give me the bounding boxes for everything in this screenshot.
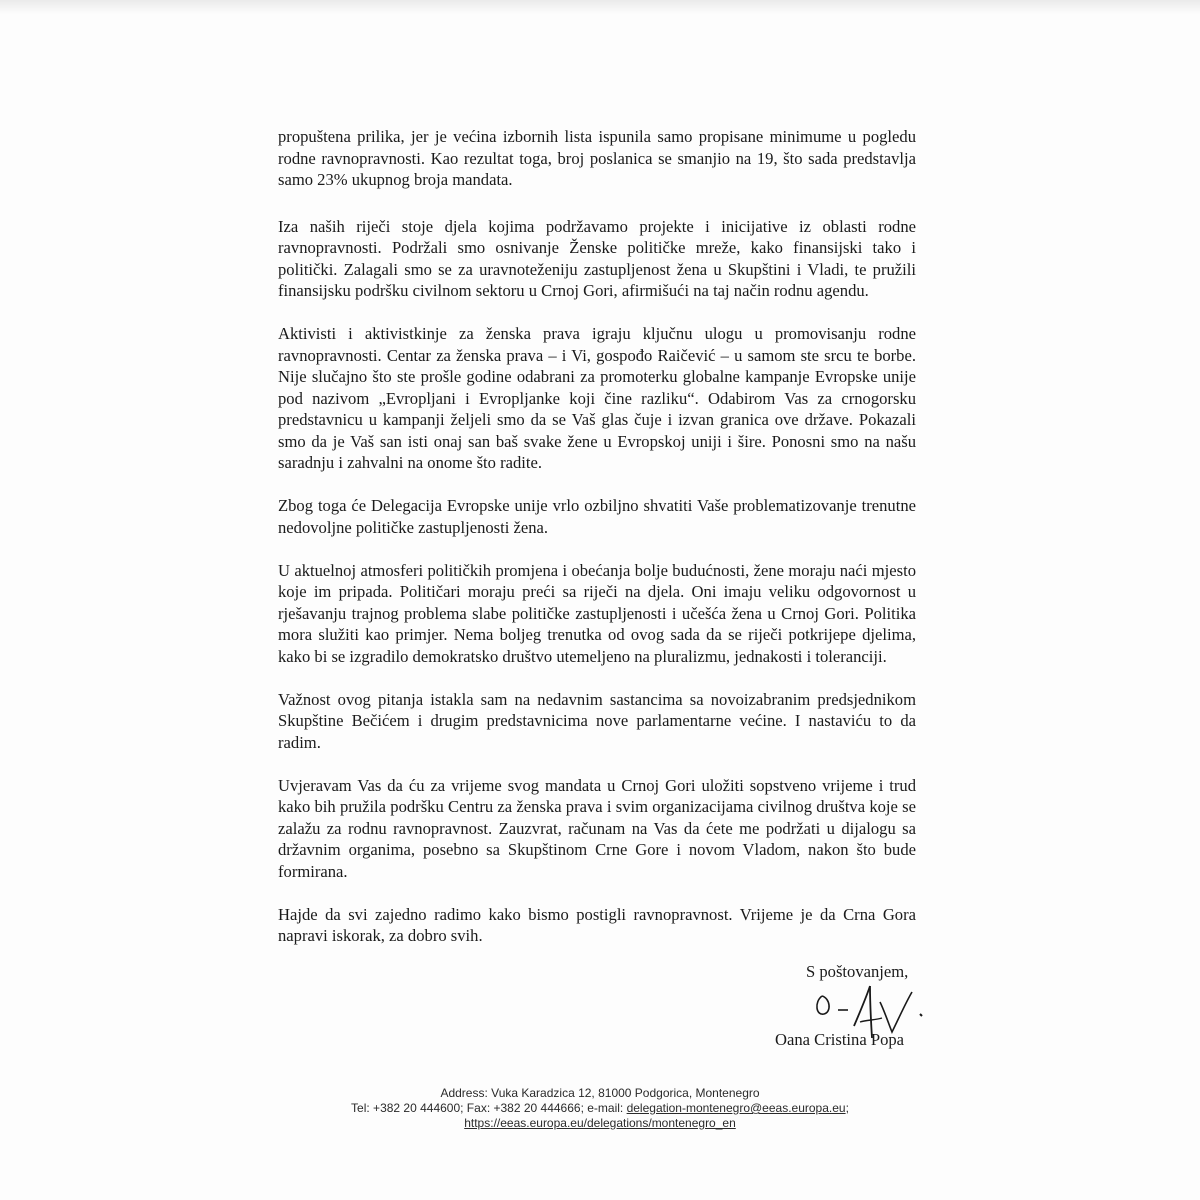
paragraph-5: U aktuelnoj atmosferi političkih promjena i obećanja bolje budućnosti, žene moraju naći mjesto koje im pripada. Političari moraju preći sa riječi na djela. Oni imaju veliku odgovornost u rješavanju trajnog problema slabe političke zastupljenosti i učešća žena u Crnoj Gori. Politika mora služiti kao primjer. Nema boljeg trenutka od ovog sada da se riječi potkrijepe djelima, kako bi se izgradilo demokratsko društvo utemeljeno na pluralizmu, jednakosti i toleranciji.	[278, 560, 916, 666]
paragraph-3: Aktivisti i aktivistkinje za ženska prava igraju ključnu ulogu u promovisanju rodne ravnopravnosti. Centar za ženska prava – i Vi, gospođo Raičević – u samom ste srcu te borbe. Nije slučajno što ste prošle godine odabrani za promoterku globalne kampanje Evropske unije pod nazivom „Evropljani i Evropljanke koji čine razliku“. Odabirom Vas za crnogorsku predstavnicu u kampanji željeli smo da se Vaš glas čuje i izvan granica ove države. Pokazali smo da je Vaš san isti onaj san baš svake žene u Evropskoj uniji i šire. Ponosni smo na našu saradnju i zahvalni na onome što radite.	[278, 324, 916, 472]
closing-salutation: S poštovanjem,	[806, 962, 909, 981]
paragraph-2: Iza naših riječi stoje djela kojima podržavamo projekte i inicijative iz oblasti rodne ravnopravnosti. Podržali smo osnivanje Ženske političke mreže, kako finansijski tako i politički. Zalagali smo se za uravnoteženiju zastupljenost žena u Skupštini i Vladi, te pružili finansijsku podršku civilnom sektoru u Crnoj Gori, afirmišući na taj način rodnu agendu.	[278, 216, 916, 300]
footer-website-link[interactable]: https://eeas.europa.eu/delegations/montenegro_en	[464, 1116, 736, 1130]
letter-footer	[300, 1086, 900, 1131]
footer-email-link[interactable]: delegation-montenegro@eeas.europa.eu	[626, 1101, 846, 1115]
footer-contact	[300, 1101, 900, 1116]
paragraph-4: Zbog toga će Delegacija Evropske unije vrlo ozbiljno shvatiti Vaše problematizovanje trenutne nedovoljne političke zastupljenosti žena.	[278, 496, 916, 537]
footer-address: Address: Vuka Karadzica 12, 81000 Podgorica, Montenegro	[440, 1086, 760, 1100]
signatory-name: Oana Cristina Popa	[775, 1030, 905, 1049]
footer-contact-suffix: ;	[845, 1101, 849, 1115]
paragraph-8: Hajde da svi zajedno radimo kako bismo postigli ravnopravnost. Vrijeme je da Crna Gora napravi iskorak, za dobro svih.	[278, 904, 916, 945]
letter-body	[278, 126, 916, 968]
footer-phone-fax: Tel: +382 20 444600; Fax: +382 20 444666; e-mail:	[351, 1101, 627, 1115]
paragraph-1: propuštena prilika, jer je većina izbornih lista ispunila samo propisane minimume u pogledu rodne ravnopravnosti. Kao rezultat toga, broj poslanica se smanjio na 19, što sada predstavlja samo 23% ukupnog broja mandata.	[278, 127, 916, 189]
scan-edge	[0, 0, 1200, 14]
paragraph-7: Uvjeravam Vas da ću za vrijeme svog mandata u Crnoj Gori uložiti sopstveno vrijeme i trud kako bih pružila podršku Centru za ženska prava i svim organizacijama civilnog društva koje se zalažu za rodnu ravnopravnost. Zauzvrat, računam na Vas da ćete me podržati u dijalogu sa državnim organima, posebno sa Skupštinom Crne Gore i novom Vladom, nakon što bude formirana.	[278, 775, 916, 881]
signature-icon	[808, 982, 938, 1062]
paragraph-6: Važnost ovog pitanja istakla sam na nedavnim sastancima sa novoizabranim predsjednikom Skupštine Bečićem i drugim predstavnicima nove parlamentarne većine. I nastaviću to da radim.	[278, 689, 916, 752]
